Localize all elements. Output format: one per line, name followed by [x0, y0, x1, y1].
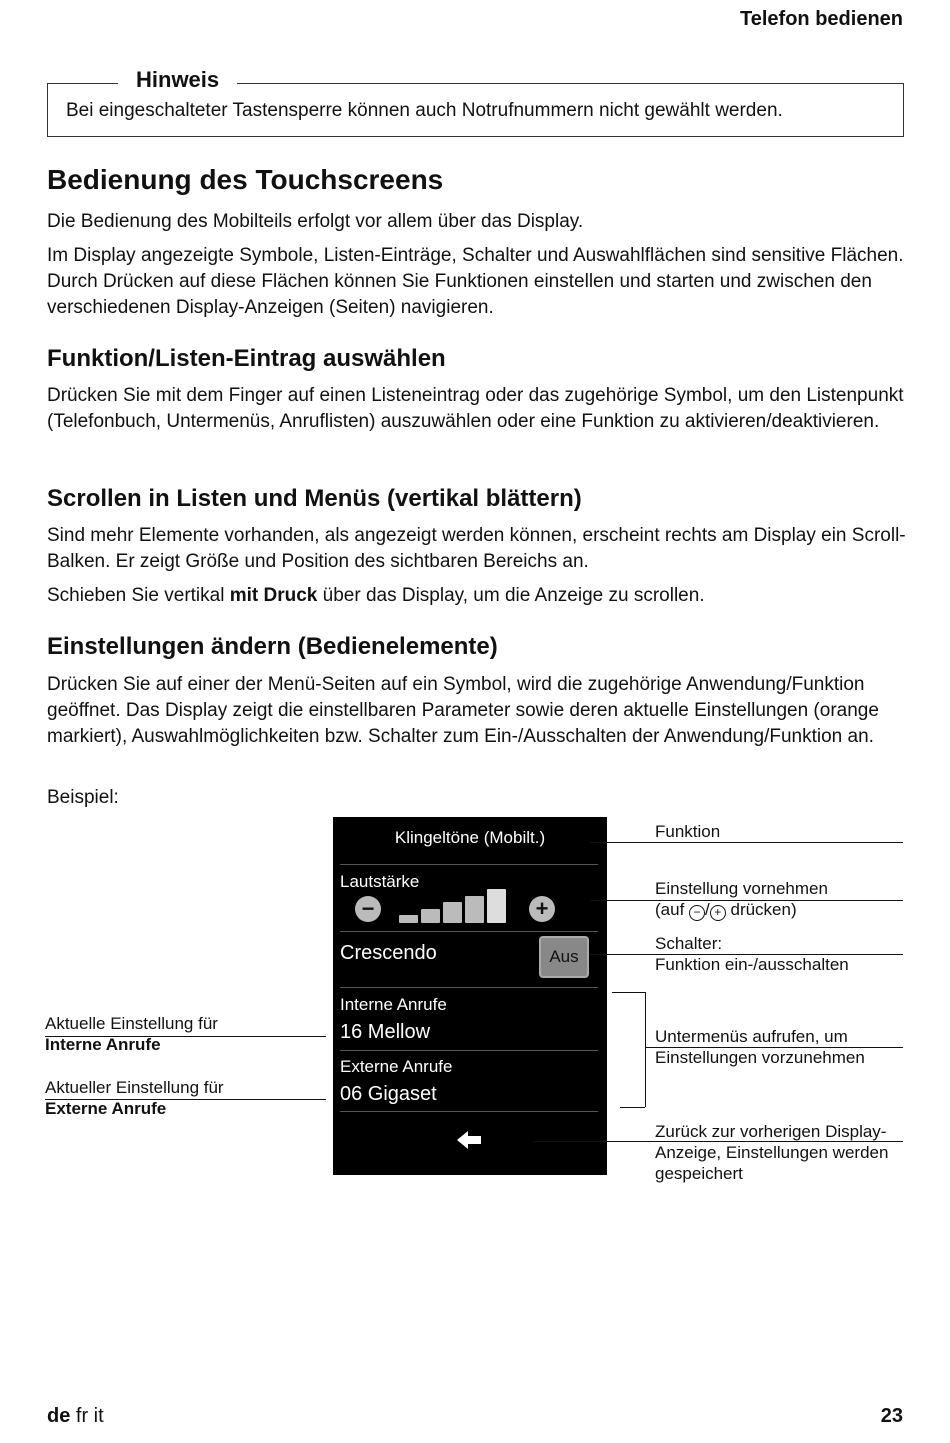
volume-step-bar: [399, 915, 418, 923]
internal-calls-value: 16 Mellow: [340, 1021, 431, 1043]
callout-text: Schalter:: [655, 934, 723, 953]
text-run: /: [705, 900, 710, 919]
paragraph: Im Display angezeigte Symbole, Listen-Einträge, Schalter und Auswahlflächen sind sensitive Flächen. Durch Drücken auf diese Flächen können Sie Funktionen einstellen und starten und zwischen den verschiedenen Display-Anzeigen (Seiten) navigieren.: [47, 245, 904, 318]
volume-level-indicator[interactable]: [399, 889, 511, 923]
bracket-top: [612, 992, 645, 993]
callout-text-bold: Externe Anrufe: [45, 1099, 167, 1118]
crescendo-toggle-button[interactable]: Aus: [539, 936, 589, 978]
text-run: drücken): [725, 900, 797, 919]
paragraph: Die Bedienung des Mobilteils erfolgt vor allem über das Display.: [47, 211, 584, 232]
text-run: Schieben Sie vertikal: [47, 585, 230, 606]
language-current[interactable]: de: [47, 1405, 71, 1427]
volume-step-bar: [465, 896, 484, 924]
callout-text: Aktueller Einstellung für: [45, 1078, 224, 1097]
note-text: Bei eingeschalteter Tastensperre können auch Notrufnummern nicht gewählt werden.: [66, 100, 783, 121]
volume-step-bar: [421, 909, 440, 924]
paragraph: Drücken Sie auf einer der Menü-Seiten auf ein Symbol, wird die zugehörige Anwendung/Funktion geöffnet. Das Display zeigt die einstellbaren Parameter sowie deren aktuelle Einstellungen (orange markiert), Auswahlmöglichkeiten bzw. Schalter zum Ein-/Ausschalten der Anwendung/Funktion an.: [47, 674, 879, 747]
callout-line: [590, 842, 903, 843]
minus-circle-icon[interactable]: −: [355, 896, 381, 922]
paragraph: [47, 583, 907, 609]
divider: [340, 931, 598, 932]
section-title-settings: Einstellungen ändern (Bedienelemente): [47, 633, 498, 660]
plus-circle-icon[interactable]: +: [529, 896, 555, 922]
language-others[interactable]: fr it: [70, 1405, 104, 1427]
plus-circle-icon: +: [710, 905, 726, 921]
external-calls-label: Externe Anrufe: [340, 1057, 453, 1076]
internal-calls-item[interactable]: [333, 989, 607, 1049]
callout-text: Funktion ein-/ausschalten: [655, 955, 849, 974]
screen-title: Klingeltöne (Mobilt.): [394, 828, 546, 847]
callout-text: Einstellung vornehmen: [655, 879, 828, 898]
divider: [340, 864, 598, 865]
callout-text: Zurück zur vorherigen Display-: [655, 1122, 887, 1141]
bracket-bottom: [620, 1107, 645, 1108]
volume-step-bar: [443, 902, 462, 923]
minus-circle-icon: −: [689, 905, 705, 921]
callout-zurueck: [655, 1121, 888, 1184]
callout-text: Anzeige, Einstellungen werden: [655, 1143, 889, 1162]
external-calls-item[interactable]: [333, 1051, 607, 1111]
example-label: Beispiel:: [47, 787, 119, 808]
note-title: Hinweis: [118, 67, 237, 93]
text-run: (auf: [655, 900, 690, 919]
section-title-touchscreen: Bedienung des Touchscreens: [47, 164, 444, 195]
section-title-select: Funktion/Listen-Eintrag auswählen: [47, 345, 446, 372]
internal-calls-label: Interne Anrufe: [340, 995, 447, 1014]
section-title-scroll: Scrollen in Listen und Menüs (vertikal blättern): [47, 485, 582, 512]
paragraph: Sind mehr Elemente vorhanden, als angezeigt werden können, erscheint rechts am Display ein Scroll-Balken. Er zeigt Größe und Position des sichtbaren Bereichs an.: [47, 525, 906, 572]
volume-label: Lautstärke: [340, 872, 420, 891]
volume-step-bar: [487, 889, 506, 923]
divider: [340, 1111, 598, 1112]
phone-screen: [333, 817, 607, 1175]
callout-text: [655, 899, 828, 921]
bracket-vertical: [645, 992, 646, 1107]
callout-text: Untermenüs aufrufen, um: [655, 1027, 848, 1046]
callout-text: Aktuelle Einstellung für: [45, 1014, 218, 1033]
callout-einstellung: [655, 878, 828, 921]
page-header-title: Telefon bedienen: [740, 8, 903, 30]
external-calls-value: 06 Gigaset: [340, 1083, 437, 1105]
callout-text-bold: Interne Anrufe: [45, 1035, 161, 1054]
callout-text: gespeichert: [655, 1164, 743, 1183]
callout-text: Einstellungen vorzunehmen: [655, 1048, 865, 1067]
page-number: 23: [880, 1405, 903, 1427]
callout-funktion: Funktion: [655, 822, 721, 841]
text-run: über das Display, um die Anzeige zu scrollen.: [317, 585, 705, 606]
callout-schalter: [655, 933, 849, 975]
callout-intern: [45, 1013, 218, 1055]
callout-untermenu: [655, 1026, 865, 1068]
callout-extern: [45, 1077, 224, 1119]
paragraph: Drücken Sie mit dem Finger auf einen Listeneintrag oder das zugehörige Symbol, um den Listenpunkt (Telefonbuch, Untermenüs, Anruflisten) auszuwählen oder eine Funktion zu aktivieren/deaktivieren.: [47, 385, 904, 432]
crescendo-label: Crescendo: [340, 942, 437, 964]
bold-text: mit Druck: [229, 585, 318, 606]
divider: [340, 987, 598, 988]
arrow-left-icon[interactable]: [453, 1125, 487, 1155]
footer-languages: [47, 1405, 104, 1428]
